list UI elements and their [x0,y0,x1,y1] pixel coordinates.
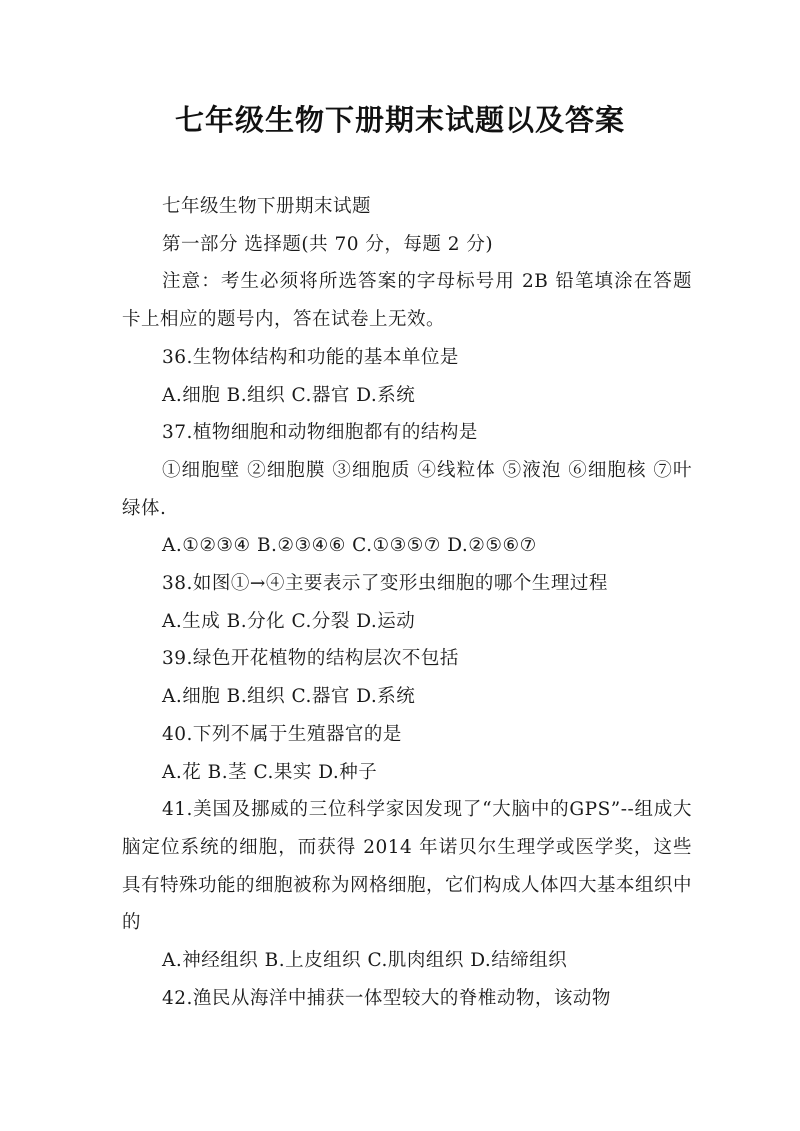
question-37-options: A.①②③④ B.②③④⑥ C.①③⑤⑦ D.②⑤⑥⑦ [162,535,537,557]
question-36-options: A.细胞 B.组织 C.器官 D.系统 [162,384,416,406]
document-body [122,188,692,1017]
question-37: 37.植物细胞和动物细胞都有的结构是 [162,422,478,444]
paragraph-notice: 注意：考生必须将所选答案的字母标号用 2B 铅笔填涂在答题卡上相应的题号内，答在试卷上无效。 [122,271,692,331]
paragraph-subtitle: 七年级生物下册期末试题 [162,196,372,217]
document-title: 七年级生物下册期末试题以及答案 [174,103,625,137]
question-42: 42.渔民从海洋中捕获一体型较大的脊椎动物，该动物 [162,987,611,1009]
question-41-options: A.神经组织 B.上皮组织 C.肌肉组织 D.结缔组织 [162,950,568,972]
question-38-options: A.生成 B.分化 C.分裂 D.运动 [162,610,416,632]
question-39-options: A.细胞 B.组织 C.器官 D.系统 [162,686,416,708]
question-39: 39.绿色开花植物的结构层次不包括 [162,648,459,670]
question-36: 36.生物体结构和功能的基本单位是 [162,346,459,368]
question-37-structures: ①细胞壁 ②细胞膜 ③细胞质 ④线粒体 ⑤液泡 ⑥细胞核 ⑦叶绿体. [122,459,692,519]
question-41: 41.美国及挪威的三位科学家因发现了“大脑中的GPS”--组成大脑定位系统的细胞，而获得 2014 年诺贝尔生理学或医学奖，这些具有特殊功能的细胞被称为网格细胞，它们构成人体四大基本组织中的 [122,799,693,934]
paragraph-section-heading: 第一部分 选择题(共 70 分，每题 2 分) [162,233,494,255]
question-38: 38.如图①→④主要表示了变形虫细胞的哪个生理过程 [162,573,608,595]
question-40: 40.下列不属于生殖器官的是 [162,723,402,745]
question-40-options: A.花 B.茎 C.果实 D.种子 [162,761,378,783]
